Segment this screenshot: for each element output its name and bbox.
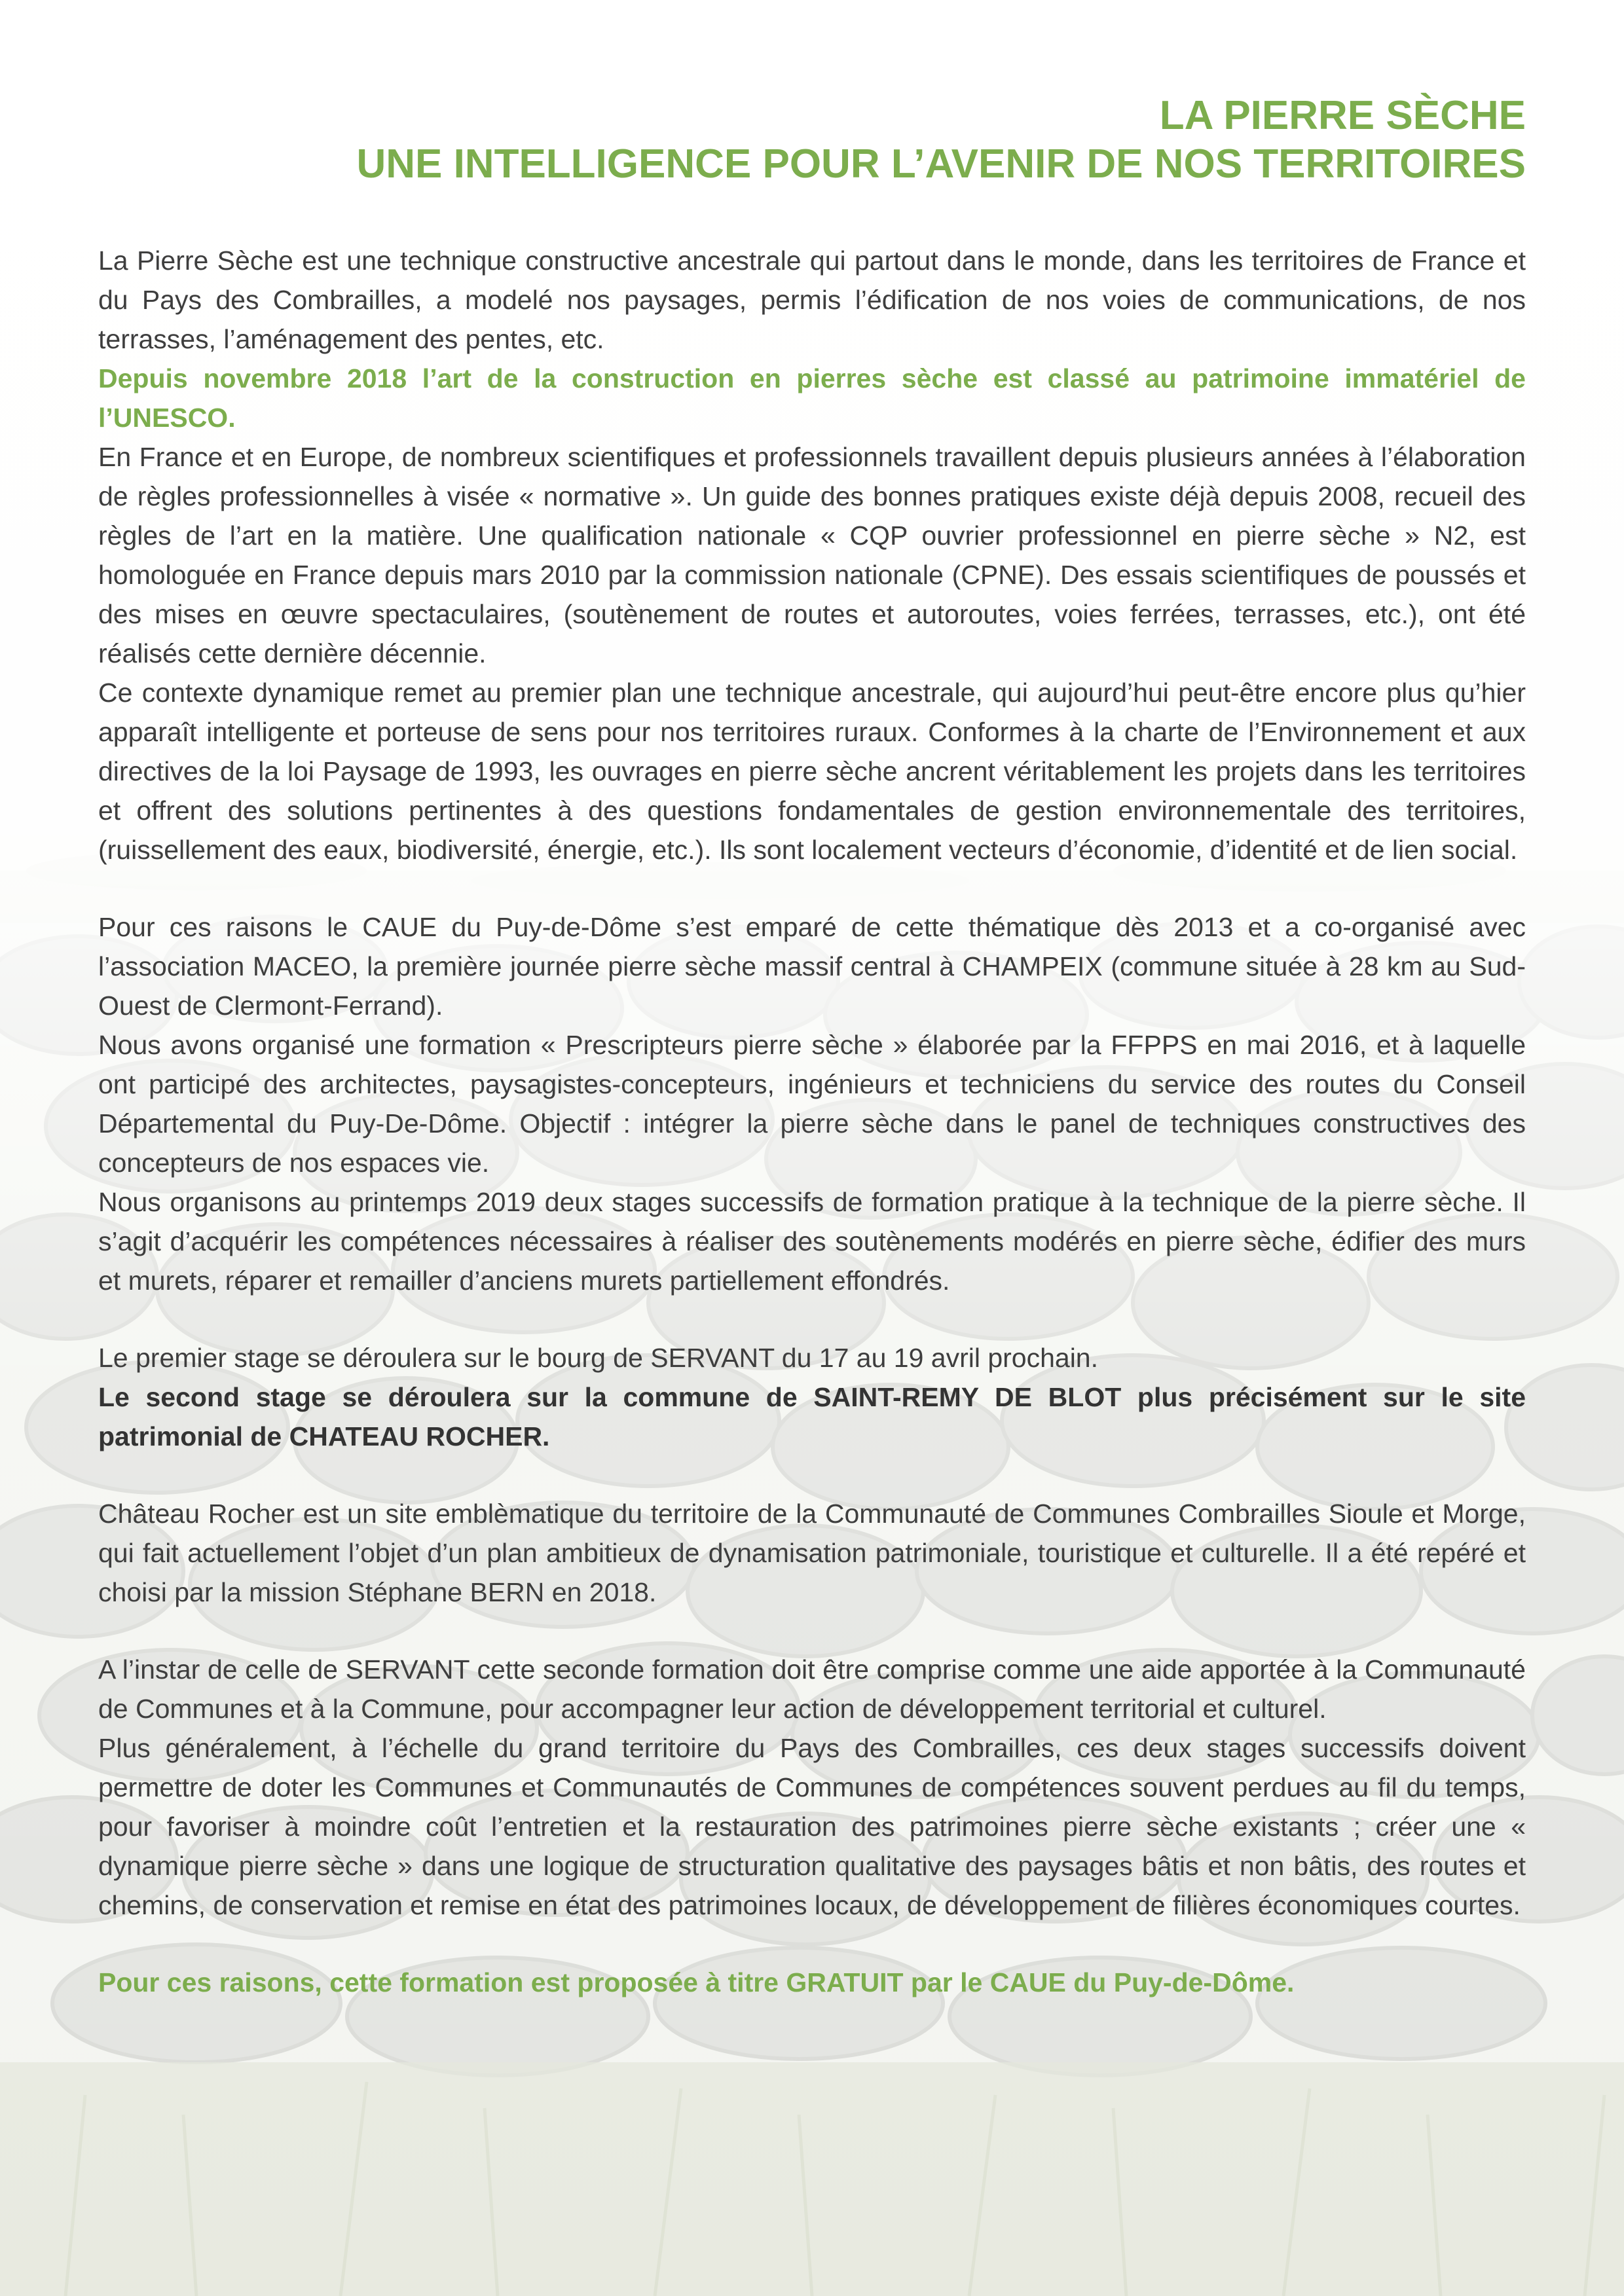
paragraph-combrailles: Plus généralement, à l’échelle du grand territoire du Pays des Combrailles, ces deux stages successifs doivent permettre de doter les Communes et Communautés de Communes de compétences souvent perdues au fil du temps, pour favoriser à moindre coût l’entretien et la restauration des patrimoines pierre sèche existants ; créer une « dynamique pierre sèche » dans une logique de structuration qualitative des paysages bâtis et non bâtis, des routes et chemins, de conservation et remise en état des patrimoines locaux, de développement de filières économiques courtes. — [98, 1733, 1526, 1920]
paragraph-context: Ce contexte dynamique remet au premier plan une technique ancestrale, qui aujourd’hui peut-être encore plus qu’hier apparaît intelligente et porteuse de sens pour nos territoires ruraux. Conformes à la charte de l’Environnement et aux directives de la loi Paysage de 1993, les ouvrages en pierre sèche ancrent véritablement les projets dans les territoires et offrent des solutions pertinentes à des questions fondamentales de gestion environnementale des territoires, (ruissellement des eaux, biodiversité, énergie, etc.). Ils sont localement vecteurs d’économie, d’identité et de lien social. — [98, 678, 1526, 865]
paragraph-caue-2013: Pour ces raisons le CAUE du Puy-de-Dôme s’est emparé de cette thématique dès 2013 et a co-organisé avec l’association MACEO, la première journée pierre sèche massif central à CHAMPEIX (commune située à 28 km au Sud-Ouest de Clermont-Ferrand). — [98, 912, 1526, 1021]
title-line-1: LA PIERRE SÈCHE — [1159, 93, 1526, 138]
paragraph-europe-research: En France et en Europe, de nombreux scientifiques et professionnels travaillent depuis plusieurs années à l’élaboration de règles professionnelles à visée « normative ». Un guide des bonnes pratiques existe déjà depuis 2008, recueil des règles de l’art en la matière. Une qualification nationale « CQP ouvrier professionnel en pierre sèche » N2, est homologuée en France depuis mars 2010 par la commission nationale (CPNE). Des essais scientifiques de poussés et des mises en œuvre spectaculaires, (soutènement de routes et autoroutes, voies ferrées, terrasses, etc.), ont été réalisés cette dernière décennie. — [98, 442, 1526, 668]
paragraph-stages-2019: Nous organisons au printemps 2019 deux stages successifs de formation pratique à la technique de la pierre sèche. Il s’agit d’acquérir les compétences nécessaires à réaliser des soutènements modérés en pierre sèche, édifier des murs et murets, réparer et remailler d’anciens murets partiellement effondrés. — [98, 1187, 1526, 1296]
title-line-2: UNE INTELLIGENCE POUR L’AVENIR DE NOS TERRITOIRES — [356, 141, 1526, 187]
paragraph-free-training: Pour ces raisons, cette formation est proposée à titre GRATUIT par le CAUE du Puy-de-Dôme. — [98, 1967, 1295, 1997]
document-page — [98, 92, 1526, 2002]
paragraph-unesco-highlight: Depuis novembre 2018 l’art de la construction en pierres sèche est classé au patrimoine immatériel de l’UNESCO. — [98, 363, 1526, 433]
document-title — [98, 92, 1526, 189]
paragraph-first-stage: Le premier stage se déroulera sur le bourg de SERVANT du 17 au 19 avril prochain. — [98, 1343, 1098, 1373]
paragraph-servant-aid: A l’instar de celle de SERVANT cette seconde formation doit être comprise comme une aide apportée à la Communauté de Communes et à la Commune, pour accompagner leur action de développement territorial et culturel. — [98, 1654, 1526, 1724]
paragraph-chateau-rocher: Château Rocher est un site emblèmatique du territoire de la Communauté de Communes Combrailles Sioule et Morge, qui fait actuellement l’objet d’un plan ambitieux de dynamisation patrimoniale, touristique et culturelle. Il a été repéré et choisi par la mission Stéphane BERN en 2018. — [98, 1499, 1526, 1607]
paragraph-intro: La Pierre Sèche est une technique constructive ancestrale qui partout dans le monde, dans les territoires de France et du Pays des Combrailles, a modelé nos paysages, permis l’édification de nos voies de communications, de nos terrasses, l’aménagement des pentes, etc. — [98, 246, 1526, 354]
paragraph-prescripteurs: Nous avons organisé une formation « Prescripteurs pierre sèche » élaborée par la FFPPS en mai 2016, et à laquelle ont participé des architectes, paysagistes-concepteurs, ingénieurs et techniciens du service des routes du Conseil Départemental du Puy-De-Dôme. Objectif : intégrer la pierre sèche dans le panel de techniques constructives des concepteurs de nos espaces vie. — [98, 1030, 1526, 1178]
paragraph-second-stage: Le second stage se déroulera sur la commune de SAINT-REMY DE BLOT plus précisément sur le site patrimonial de CHATEAU ROCHER. — [98, 1382, 1526, 1451]
